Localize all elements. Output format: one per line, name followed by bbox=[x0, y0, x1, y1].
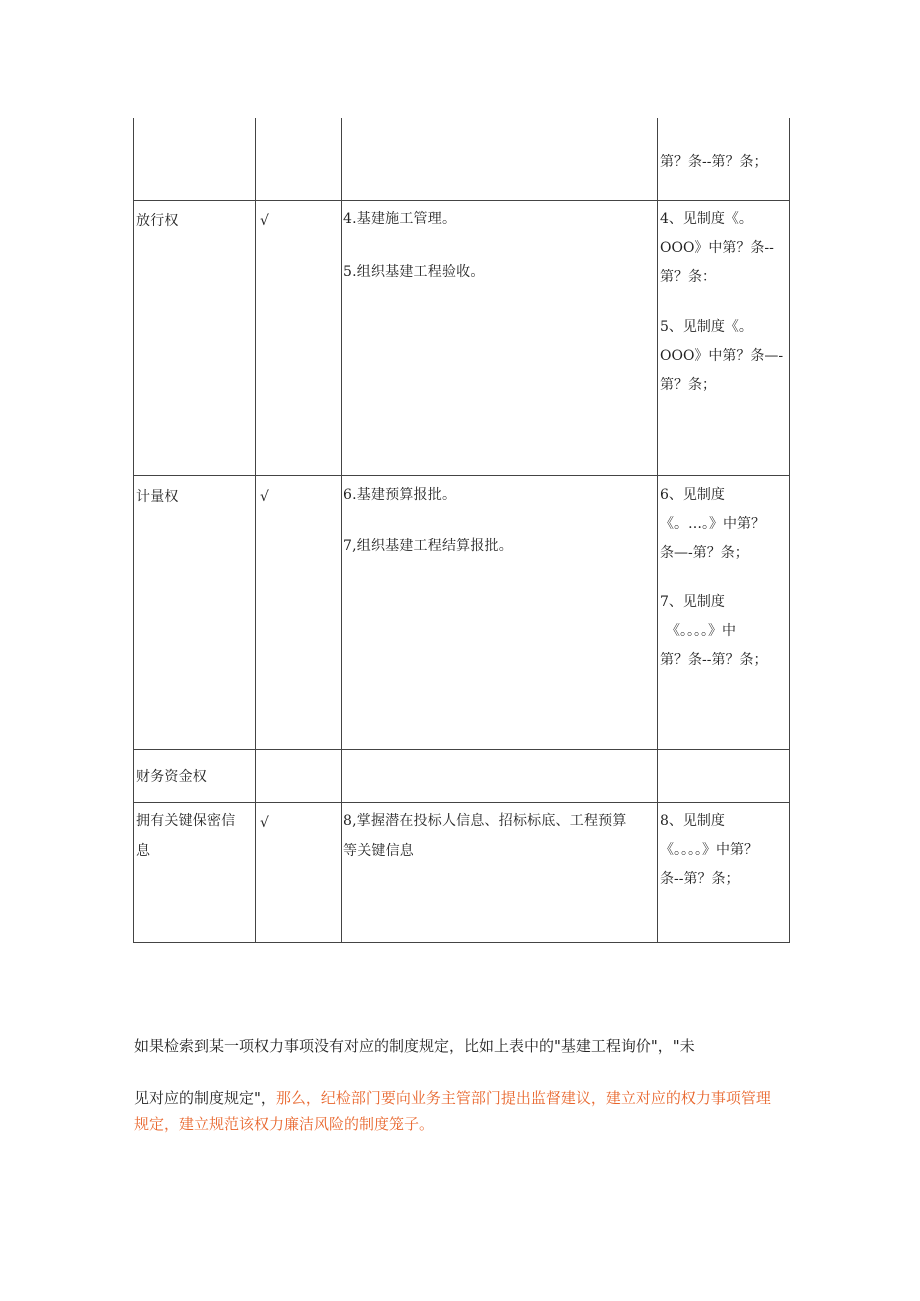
row2-ref7-line1: 7、见制度 bbox=[660, 594, 725, 610]
row3-power-name: 财务资金权 bbox=[136, 769, 207, 785]
row4-check-mark: √ bbox=[260, 815, 270, 831]
row2-check-mark: √ bbox=[260, 489, 270, 505]
row4-ref8-line1: 8、见制度 bbox=[660, 813, 725, 829]
row1-ref5-line2: OOO》中第？条—- bbox=[660, 348, 784, 364]
row2-ref7-line3: 第？条--第？条； bbox=[660, 652, 768, 668]
row1-check-mark: √ bbox=[260, 213, 270, 229]
row2-ref6-line2: 《。…。》中第？ bbox=[660, 516, 765, 532]
row2-item-6: 6.基建预算报批。 bbox=[343, 487, 457, 503]
row2-ref6-line1: 6、见制度 bbox=[660, 487, 725, 503]
row4-item-8-line2: 等关键信息 bbox=[343, 843, 414, 859]
table-divider-col2 bbox=[255, 118, 256, 943]
row4-ref8-line3: 条--第？条； bbox=[660, 871, 740, 887]
table-border-left bbox=[133, 118, 134, 943]
ref-justified-text: 4、见制度《。 bbox=[660, 211, 753, 227]
row1-item-5: 5.组织基建工程验收。 bbox=[343, 264, 485, 280]
row2-ref7-line2: 《。。。。》中 bbox=[666, 623, 736, 639]
row4-power-name-line2: 息 bbox=[136, 843, 151, 859]
table-border-bottom bbox=[133, 942, 790, 943]
paragraph-line-2-orange: 那么，纪检部门要向业务主管部门提出监督建议，建立对应的权力事项管理 bbox=[275, 1089, 771, 1107]
row4-power-name-line1: 拥有关键保密信 bbox=[136, 813, 236, 829]
table-border-right bbox=[789, 118, 790, 943]
row-divider-2 bbox=[133, 475, 790, 476]
row4-item-8-line1: 8,掌握潜在投标人信息、招标标底、工程预算 bbox=[343, 813, 627, 829]
row1-ref4-line2: OOO》中第？条-- bbox=[660, 240, 774, 256]
row1-power-name: 放行权 bbox=[136, 213, 179, 229]
paragraph-line-2-black: 见对应的制度规定"， bbox=[134, 1089, 276, 1107]
paragraph-line-3: 规定，建立规范该权力廉洁风险的制度笼子。 bbox=[134, 1115, 435, 1133]
row2-ref6-line3: 条—-第？条； bbox=[660, 545, 749, 561]
paragraph-line-1: 如果检索到某一项权力事项没有对应的制度规定，比如上表中的"基建工程询价"，"未 bbox=[134, 1037, 695, 1055]
row-divider-3 bbox=[133, 749, 790, 750]
paragraph-line-2 bbox=[134, 1085, 771, 1111]
row-divider-4 bbox=[133, 802, 790, 803]
row1-ref4-line1 bbox=[660, 205, 790, 234]
row-divider-1 bbox=[133, 200, 790, 201]
row2-item-7: 7,组织基建工程结算报批。 bbox=[343, 538, 513, 554]
row2-power-name: 计量权 bbox=[136, 489, 179, 505]
row1-ref4-line3: 第？条： bbox=[660, 269, 716, 285]
row4-ref8-line2: 《。。。。》中第？ bbox=[660, 842, 758, 858]
row1-item-4: 4.基建施工管理。 bbox=[343, 211, 457, 227]
row1-ref5-line3: 第？条； bbox=[660, 377, 716, 393]
table-divider-col3 bbox=[341, 118, 342, 943]
row1-ref5-line1: 5、见制度《。 bbox=[660, 319, 753, 335]
row0-ref-line: 第？条--第？条； bbox=[660, 154, 768, 170]
table-divider-col4 bbox=[657, 118, 658, 943]
